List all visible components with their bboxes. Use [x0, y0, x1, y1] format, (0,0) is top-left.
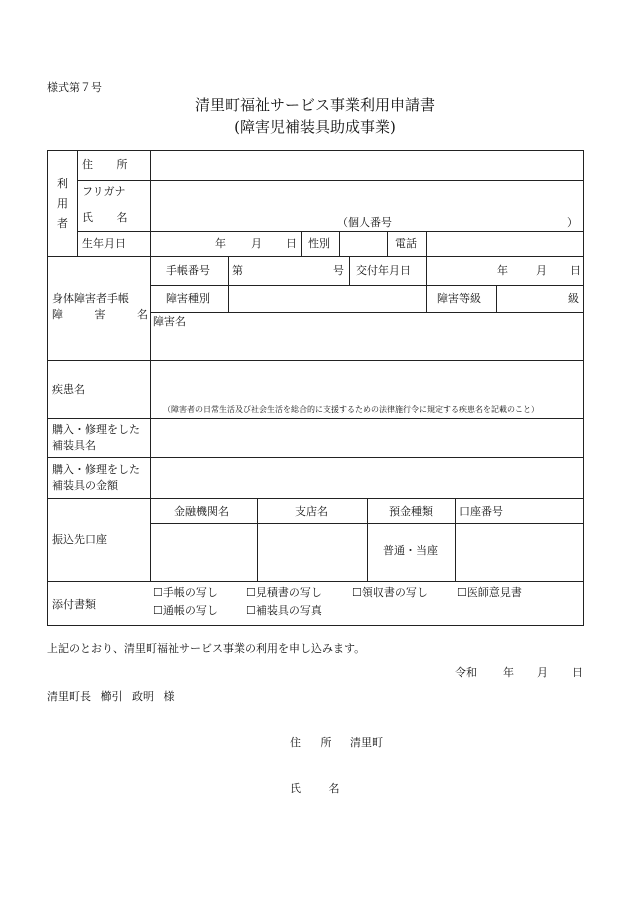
rule-bank-account-divider — [455, 498, 456, 581]
number-prefix: 第 — [232, 264, 243, 277]
rule-user-label-divider — [77, 150, 78, 256]
rule-device-name-bottom — [47, 457, 584, 458]
date-day-unit: 日 — [572, 666, 583, 679]
rule-birthdate-divider — [301, 231, 302, 256]
applicant-address-value: 清里町 — [350, 736, 383, 749]
attachment-checkbox[interactable]: ☐領収書の写し — [352, 586, 428, 599]
attachment-checkbox[interactable]: ☐通帳の写し — [153, 604, 218, 617]
issue-year-unit: 年 — [497, 264, 508, 277]
name-label: 氏 名 — [82, 211, 138, 224]
rule-gender-value-divider — [387, 231, 388, 256]
form-number: 様式第７号 — [47, 81, 102, 94]
individual-number-close: ） — [567, 216, 578, 229]
rule-disability-type-bottom — [150, 312, 584, 313]
attachment-checkbox[interactable]: ☐補装具の写真 — [246, 604, 322, 617]
bank-name-header: 金融機関名 — [174, 505, 229, 518]
device-name-label-line1: 購入・修理をした — [52, 423, 140, 436]
disability-name-section-label: 障 害 名 — [52, 308, 162, 321]
device-amount-label-line2: 補装具の金額 — [52, 479, 118, 492]
attachment-checkbox[interactable]: ☐手帳の写し — [153, 586, 218, 599]
birthdate-label: 生年月日 — [82, 237, 126, 250]
handbook-number-label: 手帳番号 — [166, 264, 210, 277]
table-border-left — [47, 150, 48, 626]
rule-handbook-number-bottom — [150, 285, 584, 286]
rule-bank-section-bottom — [47, 581, 584, 582]
date-year-unit: 年 — [503, 666, 514, 679]
address-field[interactable] — [151, 181, 583, 203]
rule-bank-deposit-divider — [367, 498, 368, 581]
rule-label-column-divider — [150, 150, 151, 581]
disease-label: 疾患名 — [52, 383, 85, 396]
table-border-right — [583, 150, 584, 626]
applicant-address-label: 住 所 — [290, 736, 340, 749]
handbook-label: 身体障害者手帳 — [52, 292, 129, 305]
phone-label: 電話 — [395, 237, 417, 250]
furigana-label: フリガナ — [82, 185, 126, 198]
date-month-unit: 月 — [537, 666, 548, 679]
table-border-bottom — [47, 625, 584, 626]
birth-day-unit: 日 — [286, 237, 297, 250]
attachment-checkbox[interactable]: ☐見積書の写し — [246, 586, 322, 599]
user-label-char: 利 — [57, 177, 68, 190]
issue-date-label: 交付年月日 — [356, 264, 411, 277]
issue-day-unit: 日 — [570, 264, 581, 277]
disability-type-label: 障害種別 — [166, 292, 210, 305]
user-label-char: 者 — [57, 217, 68, 230]
device-amount-label-line1: 購入・修理をした — [52, 463, 140, 476]
date-era: 令和 — [455, 666, 477, 679]
deposit-type-value: 普通・当座 — [383, 544, 438, 557]
form-subtitle: (障害児補装具助成事業) — [234, 118, 396, 136]
table-border-top — [47, 150, 584, 151]
rule-number-divider — [349, 256, 350, 285]
addressee: 清里町長 櫛引 政明 様 — [47, 690, 175, 703]
rule-gender-divider — [339, 231, 340, 256]
device-name-label-line2: 補装具名 — [52, 439, 96, 452]
application-statement: 上記のとおり、清里町福祉サービス事業の利用を申し込みます。 — [47, 642, 366, 655]
rule-disease-bottom — [47, 418, 584, 419]
gender-label: 性別 — [308, 237, 330, 250]
rule-name-bottom — [77, 231, 584, 232]
attachments-label: 添付書類 — [52, 598, 96, 611]
birth-year-unit: 年 — [215, 237, 226, 250]
bank-account-label: 振込先口座 — [52, 533, 107, 546]
grade-suffix: 級 — [568, 292, 579, 305]
rule-handbook-section-bottom — [47, 360, 584, 361]
rule-handbook-label-divider — [228, 256, 229, 312]
address-label: 住 所 — [82, 158, 138, 171]
rule-user-section-bottom — [47, 256, 584, 257]
branch-header: 支店名 — [295, 505, 328, 518]
applicant-name-label: 氏 名 — [290, 782, 352, 795]
number-suffix: 号 — [333, 264, 344, 277]
disability-grade-label: 障害等級 — [437, 292, 481, 305]
disability-name-label: 障害名 — [153, 315, 186, 328]
rule-issue-date-divider — [426, 256, 427, 312]
rule-grade-divider — [496, 285, 497, 312]
user-label-char: 用 — [57, 197, 68, 210]
rule-device-amount-bottom — [47, 498, 584, 499]
deposit-type-header: 預金種類 — [389, 505, 433, 518]
individual-number-label: （個人番号 — [337, 216, 392, 229]
issue-month-unit: 月 — [536, 264, 547, 277]
form-title: 清里町福祉サービス事業利用申請書 — [194, 96, 435, 114]
disease-note: （障害者の日常生活及び社会生活を総合的に支援するための法律施行令に規定する疾患名を記載のこと） — [163, 405, 539, 414]
rule-phone-divider — [426, 231, 427, 256]
attachment-checkbox[interactable]: ☐医師意見書 — [457, 586, 522, 599]
account-number-header: 口座番号 — [459, 505, 503, 518]
birth-month-unit: 月 — [251, 237, 262, 250]
rule-bank-branch-divider — [257, 498, 258, 581]
